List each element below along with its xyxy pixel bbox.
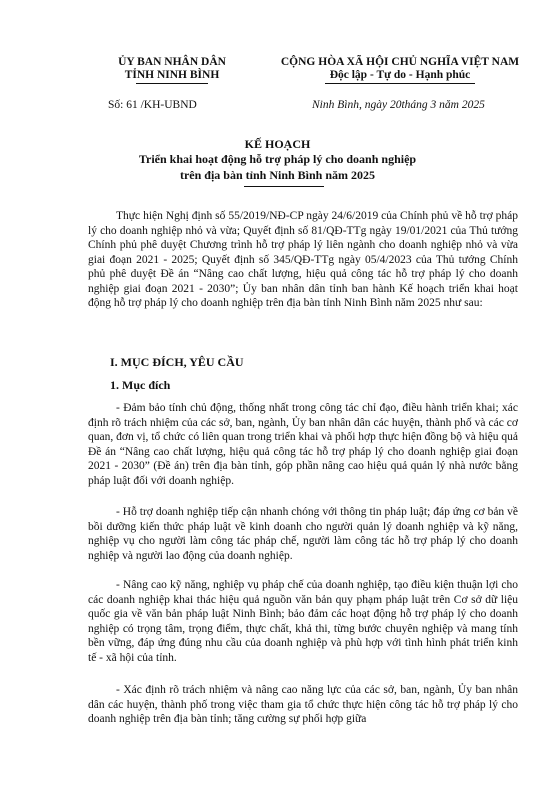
paragraph-2 <box>88 505 518 563</box>
paragraph-1 <box>88 401 518 488</box>
document-subtitle-line2: trên địa bàn tỉnh Ninh Bình năm 2025 <box>179 168 376 182</box>
intro-paragraph <box>88 209 518 311</box>
paragraph-text: - Đảm bảo tính chủ động, thống nhất trong công tác chỉ đạo, điều hành triển khai; xác định rõ trách nhiệm của các sở, ban, ngành, Ủy ban nhân dân các huyện, thành phố và các cơ quan, đơn vị, tổ chức có liên quan trong triển khai và phối hợp thực hiện đồng bộ và hiệu quả Đề án “Nâng cao chất lượng, hiệu quả công tác hỗ trợ pháp lý cho doanh nghiệp giai đoạn 2021 - 2030” (Đề án) trên địa bàn tỉnh, góp phần nâng cao hiệu quả quản lý nhà nước bằng pháp luật đối với doanh nghiệp. <box>88 402 518 487</box>
document-subtitle-line1: Triển khai hoạt động hỗ trợ pháp lý cho doanh nghiệp <box>138 152 417 166</box>
issuer-underline <box>136 83 208 84</box>
paragraph-3 <box>88 578 518 665</box>
paragraph-4 <box>88 683 518 727</box>
issuer-line1: ỦY BAN NHÂN DÂN <box>118 56 226 68</box>
section-heading-1: I. MỤC ĐÍCH, YÊU CẦU <box>110 355 244 369</box>
title-underline <box>244 186 324 187</box>
national-name: CỘNG HÒA XÃ HỘI CHỦ NGHĨA VIỆT NAM <box>280 56 520 68</box>
national-motto: Độc lập - Tự do - Hạnh phúc <box>329 69 471 81</box>
motto-underline <box>325 83 475 84</box>
intro-text: Thực hiện Nghị định số 55/2019/NĐ-CP ngày 24/6/2019 của Chính phủ về hỗ trợ pháp lý cho doanh nghiệp nhỏ và vừa; Quyết định số 81/QĐ-TTg ngày 19/01/2021 của Thủ tướng Chính phủ phê duyệt Chương trình hỗ trợ pháp lý liên ngành cho doanh nghiệp nhỏ và vừa giai đoạn 2021 - 2025; Quyết định số 345/QĐ-TTg ngày 05/4/2023 của Thủ tướng Chính phủ phê duyệt Đề án “Nâng cao chất lượng, hiệu quả công tác hỗ trợ pháp lý cho doanh nghiệp giai đoạn 2021 - 2030”; Ủy ban nhân dân tỉnh ban hành Kế hoạch triển khai hoạt động hỗ trợ pháp lý cho doanh nghiệp trên địa bàn tỉnh Ninh Bình năm 2025 như sau: <box>88 210 518 309</box>
issuer-block <box>98 56 246 84</box>
paragraph-text: - Nâng cao kỹ năng, nghiệp vụ pháp chế của doanh nghiệp, tạo điều kiện thuận lợi cho các doanh nghiệp khai thác hiệu quả nguồn văn bản quy phạm pháp luật trên Cơ sở dữ liệu quốc gia về văn bản pháp luật Ninh Bình; bảo đảm các hoạt động hỗ trợ pháp lý cho doanh nghiệp có trọng tâm, trọng điểm, thực chất, khả thi, từng bước chuyên nghiệp và mang tính bền vững, đáp ứng đúng nhu cầu của doanh nghiệp và phù hợp với tình hình phát triển kinh tế - xã hội của tỉnh. <box>88 579 518 664</box>
document-date: Ninh Bình, ngày 20tháng 3 năm 2025 <box>312 99 485 111</box>
document-title: KẾ HOẠCH <box>244 137 311 151</box>
document-number: Số: 61 /KH-UBND <box>108 99 197 111</box>
paragraph-text: - Hỗ trợ doanh nghiệp tiếp cận nhanh chóng với thông tin pháp luật; đáp ứng cơ bản về bồi dưỡng kiến thức pháp luật về kinh doanh cho người quản lý doanh nghiệp và kỹ năng, nghiệp vụ cho người làm công tác pháp chế, người làm công tác hỗ trợ pháp lý cho doanh nghiệp và người lao động của doanh nghiệp. <box>88 506 518 562</box>
issuer-line2: TỈNH NINH BÌNH <box>124 69 220 81</box>
national-motto-block <box>265 56 535 84</box>
paragraph-text: - Xác định rõ trách nhiệm và nâng cao năng lực của các sở, ban, ngành, Ủy ban nhân dân các huyện, thành phố trong việc tham gia tổ chức thực hiện công tác hỗ trợ pháp lý cho doanh nghiệp trên địa bàn tỉnh; tăng cường sự phối hợp giữa <box>88 684 518 725</box>
subsection-heading-1-1: 1. Mục đích <box>110 378 171 392</box>
